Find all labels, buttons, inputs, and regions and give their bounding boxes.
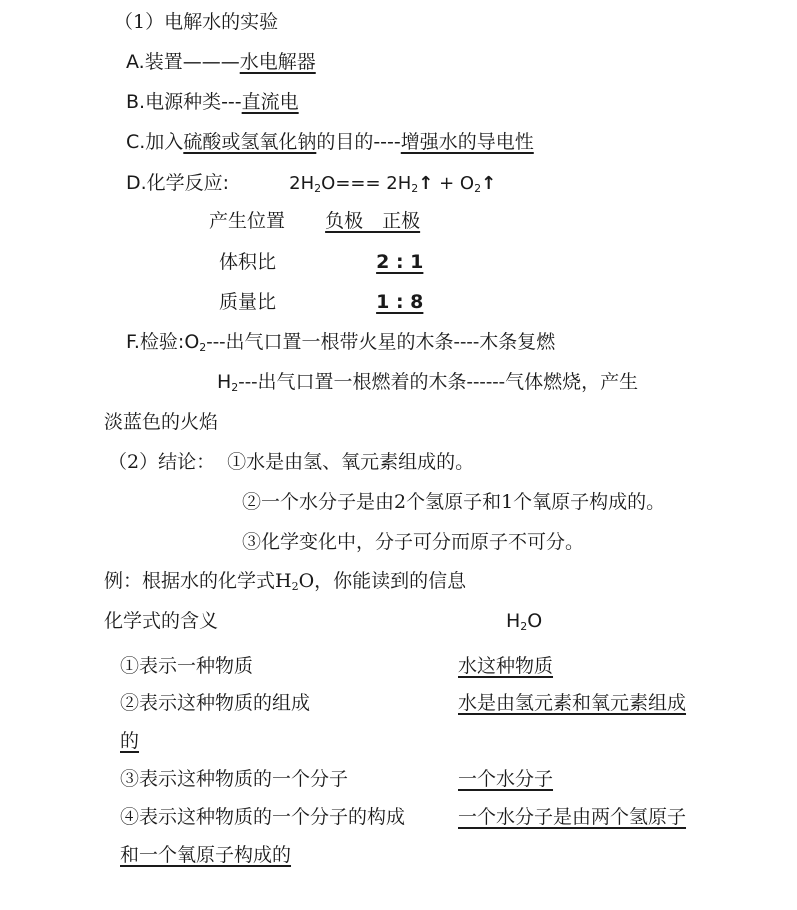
item-d <box>126 171 496 196</box>
item-b-value: 直流电 <box>241 91 299 113</box>
conclusion-item-2: ②一个水分子是由2个氢原子和1个氧原子构成的。 <box>242 491 666 513</box>
mass-row <box>219 290 423 314</box>
item-a-label: A.装置——— <box>126 51 240 73</box>
item-c-value2: 增强水的导电性 <box>400 131 534 153</box>
meaning-row-2-cont: 的 <box>120 730 140 752</box>
o2-formula: $O_2$ <box>184 331 207 354</box>
position-value: 负极 正极 <box>325 210 421 232</box>
meaning-row-1-left: ①表示一种物质 <box>120 655 254 677</box>
experiment-title: （1）电解水的实验 <box>114 11 279 33</box>
h2-test-text: ---出气口置一根燃着的木条------气体燃烧，产生 <box>238 371 639 393</box>
conclusion-item-3: ③化学变化中，分子可分而原子不可分。 <box>242 531 585 553</box>
volume-label: 体积比 <box>219 251 277 273</box>
h2-formula: $H_2$ <box>217 371 239 394</box>
example-header-left: 化学式的含义 <box>104 610 219 632</box>
example-intro: 例：根据水的化学式$H_2O$，你能读到的信息 <box>104 570 467 593</box>
up-arrow-icon: ↑ <box>481 173 497 194</box>
conclusion-item-1: ①水是由氢、氧元素组成的。 <box>227 451 475 473</box>
meaning-row-4-right: 一个水分子是由两个氢原子 <box>458 806 687 828</box>
meaning-row-3-left: ③表示这种物质的一个分子 <box>120 768 349 790</box>
item-b <box>126 90 299 114</box>
item-c-value1: 硫酸或氢氧化钠 <box>183 131 317 153</box>
test-label: F.检验: <box>126 331 185 353</box>
position-label: 产生位置 <box>209 210 286 232</box>
conclusion-row-1 <box>108 450 474 474</box>
up-arrow-icon: ↑ <box>418 173 434 194</box>
meaning-row-4-left: ④表示这种物质的一个分子的构成 <box>120 806 406 828</box>
meaning-row-3-right: 一个水分子 <box>458 768 554 790</box>
mass-value: 1 : 8 <box>376 291 424 313</box>
position-row <box>209 209 420 233</box>
volume-value: 2 : 1 <box>376 251 424 273</box>
item-c-mid: 的目的---- <box>316 131 401 153</box>
o2-test-text: ---出气口置一根带火星的木条----木条复燃 <box>206 331 556 353</box>
example-formula: $H_2O$ <box>506 610 543 633</box>
test-h2-row <box>217 370 638 394</box>
test-o2-row <box>126 330 555 354</box>
item-a-value: 水电解器 <box>239 51 316 73</box>
reaction-equation: $2H_2O===$ $2H_2↑$ + $O_2↑$ <box>289 173 497 195</box>
mass-label: 质量比 <box>219 291 277 313</box>
meaning-row-2-left: ②表示这种物质的组成 <box>120 692 311 714</box>
item-d-label: D.化学反应: <box>126 172 230 194</box>
item-b-label: B.电源种类--- <box>126 91 242 113</box>
meaning-row-1-right: 水这种物质 <box>458 655 554 677</box>
volume-row <box>219 250 423 274</box>
meaning-row-2-right: 水是由氢元素和氧元素组成 <box>458 692 687 714</box>
item-c <box>126 130 534 154</box>
h2-test-continued: 淡蓝色的火焰 <box>104 411 219 433</box>
item-c-label: C.加入 <box>126 131 184 153</box>
item-a <box>126 50 316 74</box>
meaning-row-4-cont: 和一个氧原子构成的 <box>120 844 292 866</box>
conclusion-label: （2）结论： <box>108 451 216 473</box>
